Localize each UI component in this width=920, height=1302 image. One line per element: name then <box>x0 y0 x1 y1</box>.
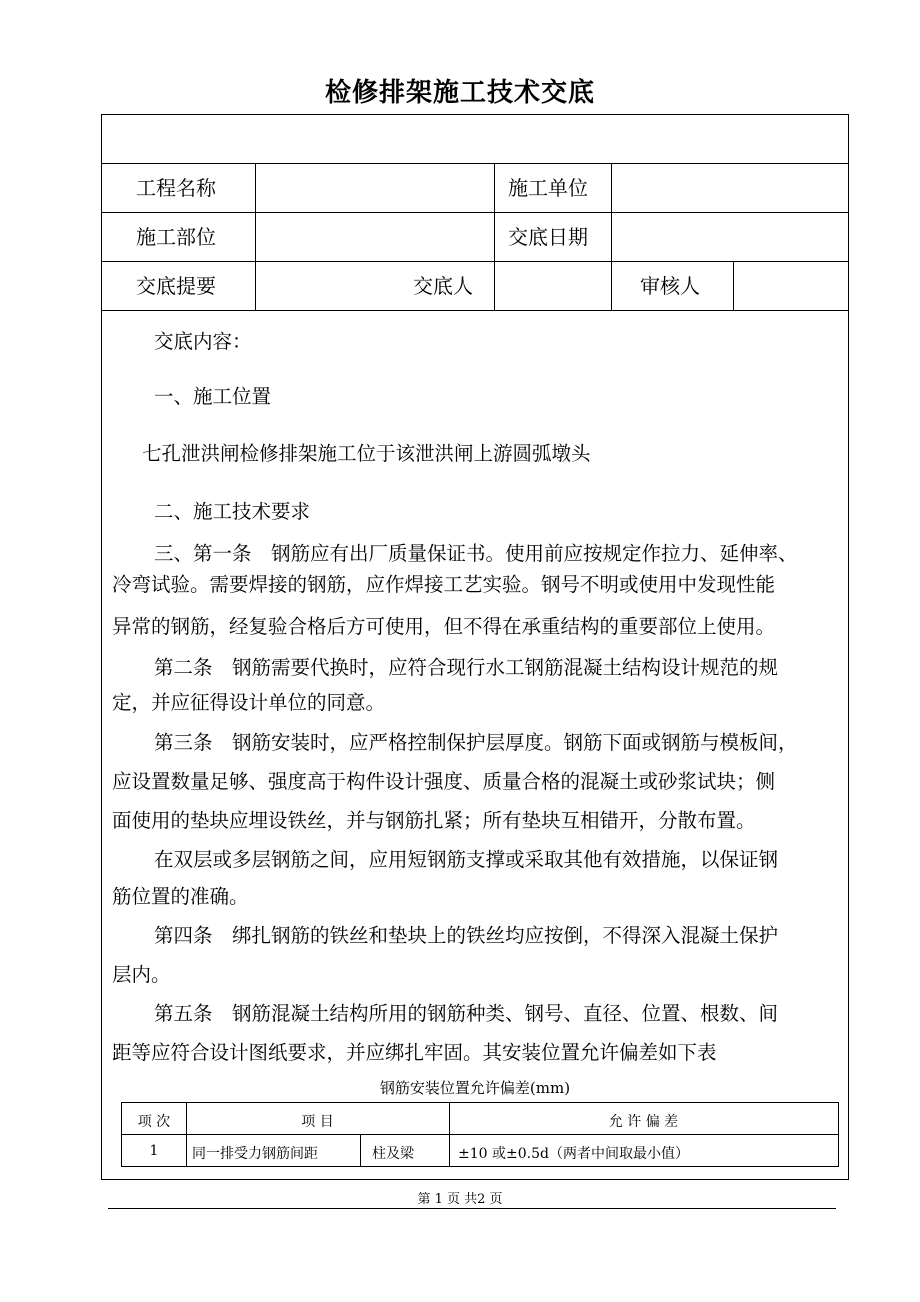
article-5-line: 距等应符合设计图纸要求，并应绑扎牢固。其安装位置允许偏差如下表 <box>112 1041 717 1064</box>
tolerance-table <box>121 1102 839 1167</box>
article-3b-line: 在双层或多层钢筋之间，应用短钢筋支撑或采取其他有效措施，以保证钢 <box>154 848 779 871</box>
table-caption: 钢筋安装位置允许偏差(mm) <box>379 1079 571 1097</box>
row-divider <box>102 163 848 164</box>
col-divider <box>255 261 256 310</box>
handover-person-label: 交底人 <box>413 274 473 298</box>
article-4-line: 层内。 <box>112 963 171 986</box>
article-3-line: 应设置数量足够、强度高于构件设计强度、质量合格的混凝土或砂浆试块；侧 <box>112 770 776 793</box>
col-divider <box>494 261 495 310</box>
footer-rule <box>108 1208 836 1209</box>
construction-unit-label: 施工单位 <box>508 176 588 200</box>
row-divider <box>102 310 848 311</box>
table-cell-item: 同一排受力钢筋间距 <box>192 1146 318 1162</box>
article-5-line: 第五条 钢筋混凝土结构所用的钢筋种类、钢号、直径、位置、根数、间 <box>154 1002 779 1025</box>
col-divider <box>255 163 256 261</box>
row-divider <box>102 212 848 213</box>
table-header-tolerance: 允 许 偏 差 <box>608 1114 679 1130</box>
article-1-line: 异常的钢筋，经复验合格后方可使用，但不得在承重结构的重要部位上使用。 <box>112 615 776 638</box>
article-2-line: 定，并应征得设计单位的同意。 <box>112 691 386 714</box>
table-cell-no: 1 <box>149 1143 159 1159</box>
table-header-no: 项 次 <box>137 1114 171 1130</box>
reviewer-label: 审核人 <box>640 274 700 298</box>
table-row-divider <box>122 1134 838 1135</box>
table-col-divider <box>360 1134 361 1166</box>
article-4-line: 第四条 绑扎钢筋的铁丝和垫块上的铁丝均应按倒，不得深入混凝土保护 <box>154 924 779 947</box>
document-title: 检修排架施工技术交底 <box>324 78 595 108</box>
handover-form <box>101 114 849 1180</box>
col-divider <box>494 163 495 261</box>
section-1-title: 一、施工位置 <box>154 385 272 408</box>
page-footer: 第 1 页 共2 页 <box>417 1192 503 1207</box>
article-3-line: 第三条 钢筋安装时，应严格控制保护层厚度。钢筋下面或钢筋与模板间， <box>154 731 798 754</box>
article-3-line: 面使用的垫块应埋设铁丝，并与钢筋扎紧；所有垫块互相错开，分散布置。 <box>112 809 756 832</box>
content-heading: 交底内容： <box>154 330 252 353</box>
table-cell-sub: 柱及梁 <box>372 1146 414 1162</box>
col-divider <box>611 163 612 310</box>
col-divider <box>733 261 734 310</box>
article-1-line: 三、第一条 钢筋应有出厂质量保证书。使用前应按规定作拉力、延伸率、 <box>154 542 798 565</box>
table-header-item: 项 目 <box>301 1114 334 1130</box>
article-2-line: 第二条 钢筋需要代换时，应符合现行水工钢筋混凝土结构设计规范的规 <box>154 656 779 679</box>
handover-date-label: 交底日期 <box>508 225 588 249</box>
article-3b-line: 筋位置的准确。 <box>112 885 249 908</box>
table-cell-tolerance: ±10 或±0.5d（两者中间取最小值） <box>458 1146 689 1162</box>
row-divider <box>102 261 848 262</box>
section-1-text: 七孔泄洪闸检修排架施工位于该泄洪闸上游圆弧墩头 <box>142 442 591 465</box>
article-1-line: 冷弯试验。需要焊接的钢筋，应作焊接工艺实验。钢号不明或使用中发现性能 <box>112 573 776 596</box>
summary-label: 交底提要 <box>136 274 216 298</box>
section-2-title: 二、施工技术要求 <box>154 500 311 523</box>
construction-part-label: 施工部位 <box>136 225 216 249</box>
project-name-label: 工程名称 <box>136 176 216 200</box>
